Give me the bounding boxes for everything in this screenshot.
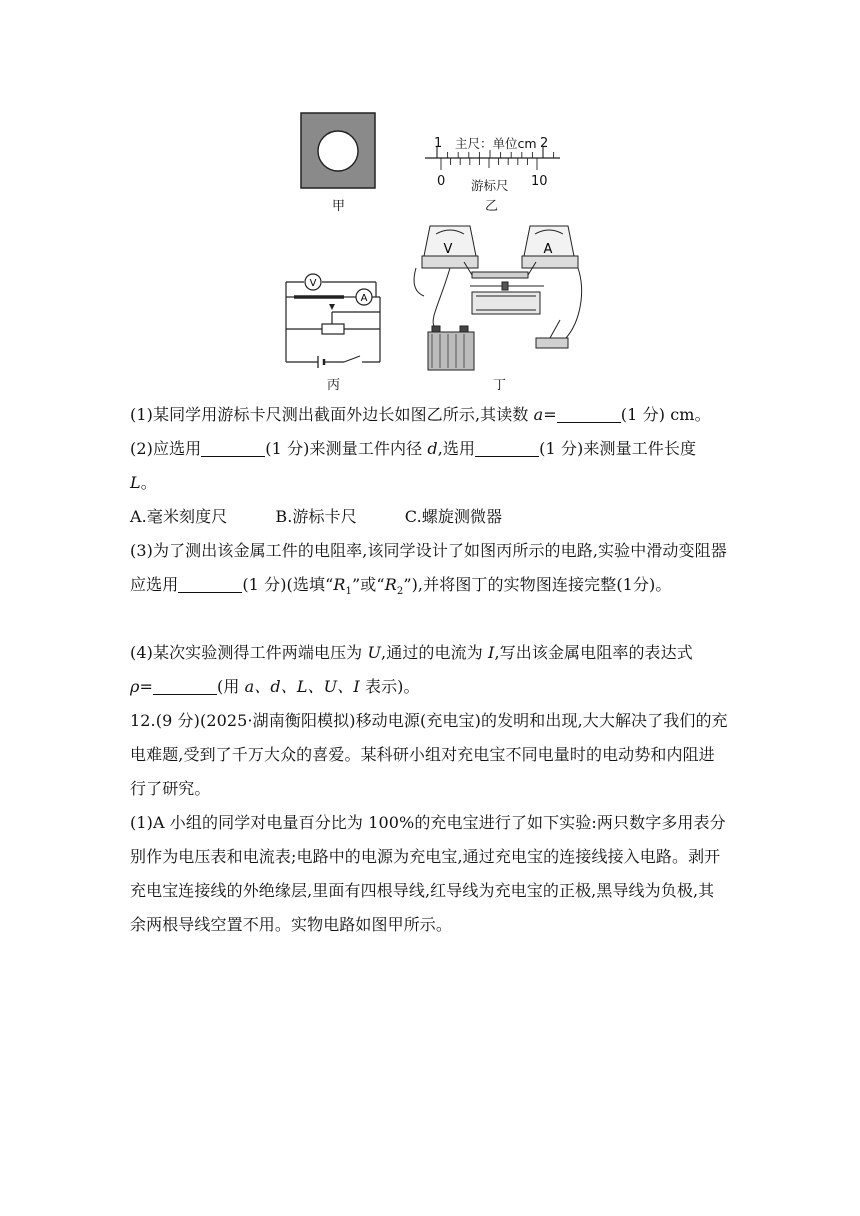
caliper-vernier-tick-10: 10 [531,174,548,189]
caliper-main-tick-1: 1 [434,136,443,151]
caliper-vernier-label: 游标尺 [471,178,509,193]
answer-blank-d-instrument[interactable] [201,436,265,457]
svg-text:V: V [309,278,317,289]
q11-part-4: (4)某次实验测得工件两端电压为 U,通过的电流为 I,写出该金属电阻率的表达式 ρ= (用 a、d、L、U、I 表示)。 [130,643,693,696]
answer-blank-L-instrument[interactable] [475,436,539,457]
answer-blank-rho[interactable] [153,674,217,695]
q12-intro: 12.(9 分)(2025·湖南衡阳模拟)移动电源(充电宝)的发明和出现,大大解决了我们的充电难题,受到了千万大众的喜爱。某科研小组对充电宝不同电量时的电动势和内阻进行了研究。 [130,711,728,798]
q11-part-2: (2)应选用 (1 分)来测量工件内径 d,选用 (1 分)来测量工件长度 L。 [130,432,730,500]
figure-ding-label: 丁 [493,378,507,393]
q11-options [130,500,730,534]
option-b: B.游标卡尺 [275,507,357,526]
caliper-main-tick-2: 2 [540,136,549,151]
figure-ding-apparatus [410,222,590,374]
figure-bing-label: 丙 [327,378,341,393]
q11-part-3: (3)为了测出该金属工件的电阻率,该同学设计了如图丙所示的电路,实验中滑动变阻器应选用 (1 分)(选填“$R_1$”或“$R_2$”),并将图丁的实物图连接完整(1分)。 [130,541,727,598]
answer-blank-a[interactable] [557,402,621,423]
option-c: C.螺旋测微器 [404,507,503,526]
svg-text:A: A [360,293,368,304]
q12-part-1: (1)A 小组的同学对电量百分比为 100%的充电宝进行了如下实验:两只数字多用表分别作为电压表和电流表;电路中的电源为充电宝,通过充电宝的连接线接入电路。剥开充电宝连接线的外绝缘层,里面有四根导线,红导线为充电宝的正极,黑导线为负极,其余两根导线空置不用。实物电路如图甲所示。 [130,813,726,934]
figure-jia-cross-section [300,112,380,192]
voltmeter-symbol: V [443,242,453,257]
caliper-main-scale-label: 主尺：单位cm [455,136,537,151]
option-a: A.毫米刻度尺 [130,507,228,526]
q11-part-1: (1)某同学用游标卡尺测出截面外边长如图乙所示,其读数 a= (1 分) cm。 [130,398,730,432]
answer-blank-rheostat[interactable] [178,572,242,593]
figure-yi-label: 乙 [485,199,499,214]
caliper-vernier-tick-0: 0 [437,174,446,189]
figure-jia-label: 甲 [332,199,346,214]
figure-bing-circuit [280,266,390,374]
ammeter-symbol: A [543,242,553,257]
